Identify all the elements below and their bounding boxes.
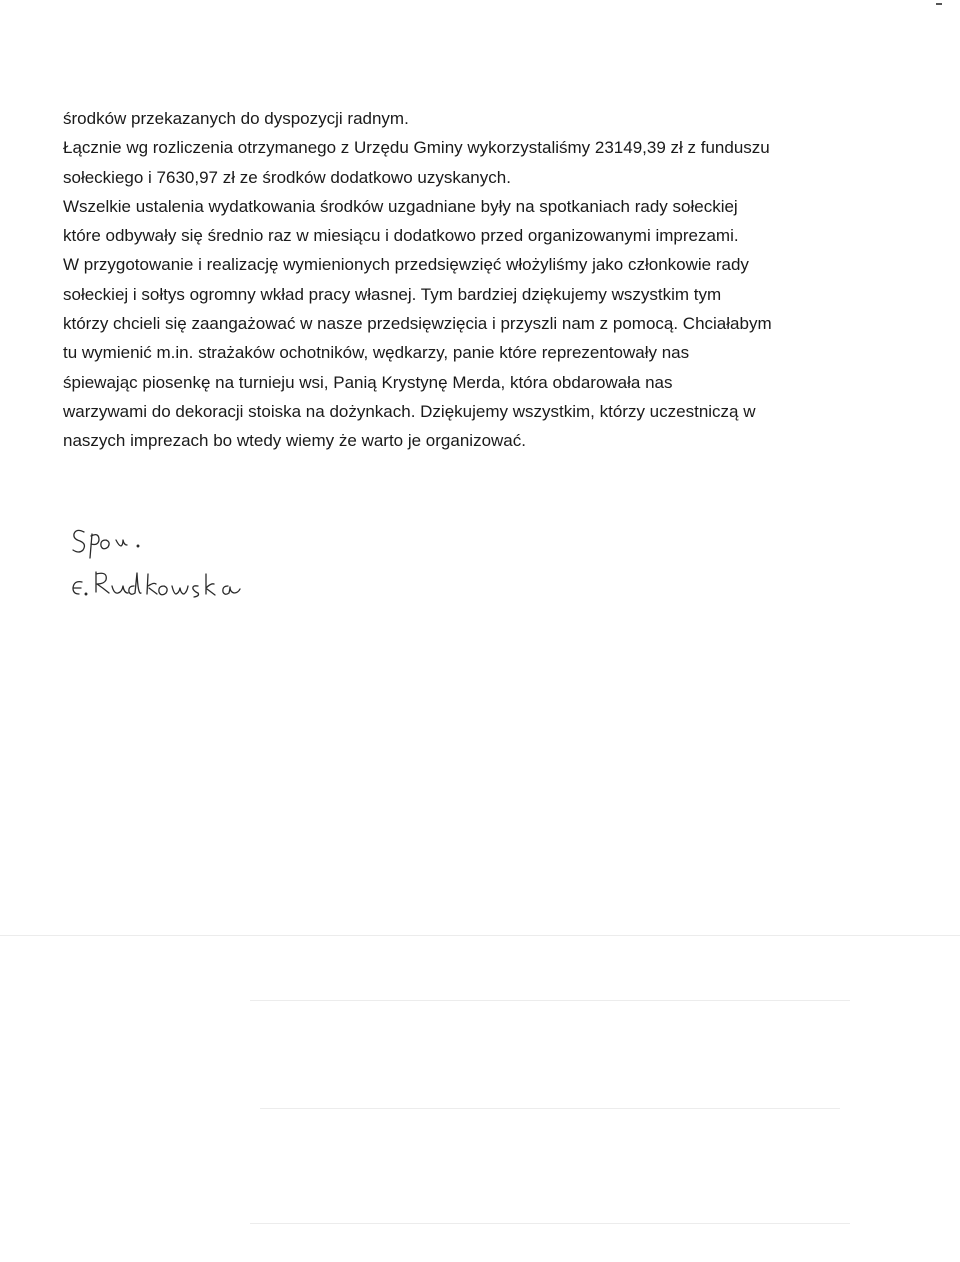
text-line: śpiewając piosenkę na turnieju wsi, Panią Krystynę Merda, która obdarowała nas <box>63 372 673 392</box>
signature-drawing <box>60 512 320 622</box>
text-line: naszych imprezach bo wtedy wiemy że warto je organizować. <box>63 431 526 451</box>
scan-artifact <box>250 1000 850 1001</box>
text-line: środków przekazanych do dyspozycji radnym. <box>63 109 409 128</box>
text-line: którzy chcieli się zaangażować w nasze przedsięwzięcia i przyszli nam z pomocą. Chciałabym <box>63 314 772 334</box>
text-line: Wszelkie ustalenia wydatkowania środków uzgadniane były na spotkaniach rady sołeckiej <box>63 196 738 216</box>
scan-artifact <box>250 1223 850 1224</box>
text-line: które odbywały się średnio raz w miesiącu i dodatkowo przed organizowanymi imprezami. <box>63 226 739 246</box>
scan-artifact <box>936 3 942 5</box>
text-line: W przygotowanie i realizację wymienionych przedsięwzięć włożyliśmy jako członkowie rady <box>63 255 749 275</box>
text-line: sołeckiej i sołtys ogromny wkład pracy własnej. Tym bardziej dziękujemy wszystkim tym <box>63 284 722 304</box>
text-line: sołeckiego i 7630,97 zł ze środków dodatkowo uzyskanych. <box>63 167 511 187</box>
text-line: Łącznie wg rozliczenia otrzymanego z Urzędu Gminy wykorzystaliśmy 23149,39 zł z funduszu <box>63 138 770 158</box>
handwritten-signature <box>60 512 320 622</box>
text-line: warzywami do dekoracji stoiska na dożynkach. Dziękujemy wszystkim, którzy uczestniczą w <box>63 401 756 421</box>
scan-artifact <box>0 935 960 936</box>
document-body <box>63 104 943 456</box>
scan-artifact <box>260 1108 840 1109</box>
text-line: tu wymienić m.in. strażaków ochotników, wędkarzy, panie które reprezentowały nas <box>63 343 690 363</box>
